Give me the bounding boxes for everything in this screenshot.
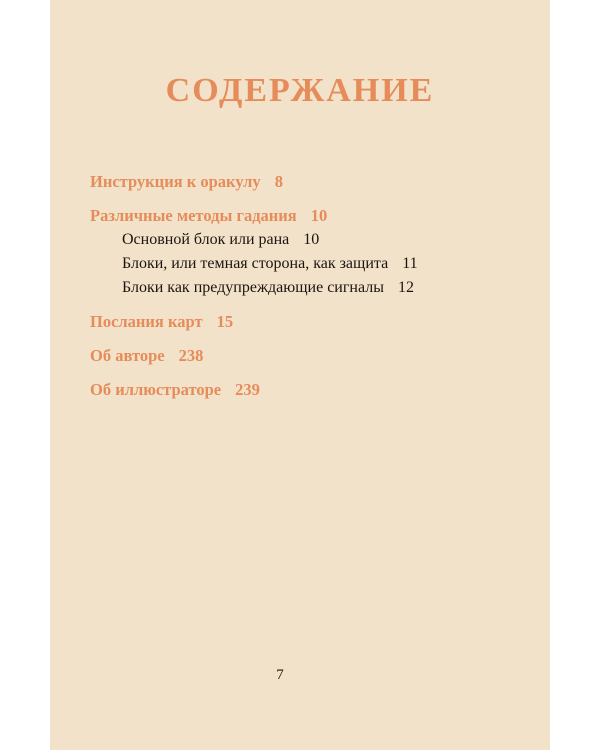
- toc-entry-label: Об иллюстраторе: [90, 380, 222, 399]
- toc-entry-label: Послания карт: [90, 312, 203, 331]
- toc-entry-instructions: [90, 172, 530, 192]
- toc-entry-page: 12: [397, 279, 414, 296]
- toc-entry-page: 239: [235, 380, 260, 399]
- toc-entry-label: Блоки как предупреждающие сигналы: [122, 279, 384, 296]
- toc-entry-page: 8: [274, 172, 283, 191]
- toc-entry-methods: [90, 206, 530, 226]
- page-title: СОДЕРЖАНИЕ: [165, 72, 435, 109]
- toc-entry-label: Различные методы гадания: [90, 206, 297, 225]
- toc-subentry-basic-block: [90, 230, 530, 250]
- toc-entry-page: 15: [216, 312, 234, 331]
- page-number: 7: [276, 667, 284, 683]
- toc-entry-label: Инструкция к оракулу: [90, 172, 261, 191]
- toc-entry-page: 10: [303, 231, 320, 248]
- toc-entry-about-author: [90, 346, 530, 366]
- toc-entry-label: Об авторе: [90, 346, 165, 365]
- toc-entry-label: Блоки, или темная сторона, как защита: [122, 255, 389, 272]
- table-of-contents: [90, 172, 530, 400]
- toc-entry-about-illustrator: [90, 380, 530, 400]
- toc-entry-page: 10: [310, 206, 328, 225]
- book-page: [50, 0, 550, 750]
- toc-subentry-warning-signals: [90, 278, 530, 298]
- toc-entry-page: 238: [178, 346, 204, 365]
- toc-entry-page: 11: [402, 255, 418, 272]
- toc-entry-card-messages: [90, 312, 530, 332]
- toc-entry-label: Основной блок или рана: [122, 231, 290, 248]
- toc-subentry-dark-side: [90, 254, 530, 274]
